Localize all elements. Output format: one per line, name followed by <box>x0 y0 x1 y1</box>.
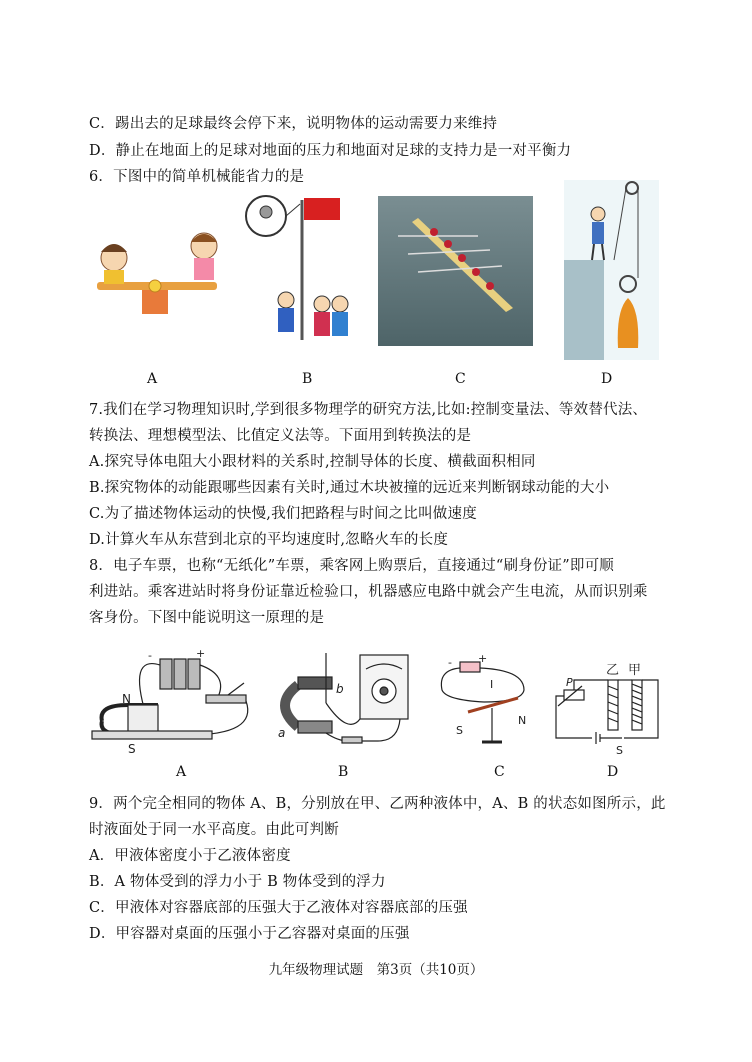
fig8-label-b: B <box>338 764 349 780</box>
fig8d-s: S <box>616 744 623 756</box>
question-8-stem-1: 8．电子车票，也称“无纸化”车票，乘客网上购票后，直接通过“刷身份证”即可顺 <box>89 558 614 574</box>
fig8a-minus: - <box>148 649 152 662</box>
fig8-label-d: D <box>607 764 619 780</box>
rowing-boat-figure <box>378 196 533 346</box>
pulley-bell-figure <box>564 180 659 360</box>
fig8d-yi: 乙 <box>606 663 620 678</box>
fig6-label-c: C <box>455 371 466 387</box>
fig8c-s: S <box>456 724 463 737</box>
question-8-stem-2: 利进站。乘客进站时将身份证靠近检验口，机器感应电路中就会产生电流，从而识别乘 <box>89 584 648 600</box>
question-7-stem-1: 7.我们在学习物理知识时,学到很多物理学的研究方法,比如:控制变量法、等效替代法、 <box>89 402 648 418</box>
flagpole-figure <box>242 192 360 346</box>
option-d-line: D．静止在地面上的足球对地面的压力和地面对足球的支持力是一对平衡力 <box>89 143 572 159</box>
fig6-label-d: D <box>601 371 613 387</box>
compass-wire-figure <box>434 650 534 750</box>
fig6-label-b: B <box>302 371 313 387</box>
fig8b-a: a <box>278 726 286 740</box>
fig8d-jia: 甲 <box>628 663 642 678</box>
electromagnet-circuit-figure <box>552 650 662 756</box>
fig8a-plus: + <box>196 647 206 660</box>
fig8a-s: S <box>128 742 136 756</box>
fig8-label-a: A <box>176 764 187 780</box>
fig6-label-a: A <box>147 371 158 387</box>
question-9-option-a: A．甲液体密度小于乙液体密度 <box>89 848 291 864</box>
fig8d-p: P <box>566 676 573 689</box>
question-7-option-d: D.计算火车从东营到北京的平均速度时,忽略火车的长度 <box>89 532 449 548</box>
fig8b-b: b <box>336 682 344 696</box>
fig8c-minus: - <box>448 656 452 669</box>
question-8-stem-3: 客身份。下图中能说明这一原理的是 <box>89 610 325 626</box>
fig8c-plus: + <box>478 652 488 665</box>
question-9-stem-1: 9．两个完全相同的物体 A、B，分别放在甲、乙两种液体中，A、B 的状态如图所示，此 <box>89 796 666 812</box>
fig8-label-c: C <box>494 764 505 780</box>
question-9-stem-2: 时液面处于同一水平高度。由此可判断 <box>89 822 339 838</box>
option-c-line: C．踢出去的足球最终会停下来，说明物体的运动需要力来维持 <box>89 116 498 132</box>
question-9-option-d: D．甲容器对桌面的压强小于乙容器对桌面的压强 <box>89 926 410 942</box>
page-footer: 九年级物理试题 第3页（共10页） <box>268 962 484 978</box>
question-9-option-b: B．A 物体受到的浮力小于 B 物体受到的浮力 <box>89 874 386 890</box>
question-7-stem-2: 转换法、理想模型法、比值定义法等。下面用到转换法的是 <box>89 428 472 444</box>
seesaw-figure <box>92 222 227 322</box>
question-7-option-c: C.为了描述物体运动的快慢,我们把路程与时间之比叫做速度 <box>89 506 477 522</box>
magnet-galvanometer-figure <box>268 645 418 757</box>
question-7-option-a: A.探究导体电阻大小跟材料的关系时,控制导体的长度、横截面积相同 <box>89 454 536 470</box>
question-6-stem: 6．下图中的简单机械能省力的是 <box>89 169 305 185</box>
fig8a-n: N <box>122 692 131 706</box>
fig8c-i: I <box>490 678 494 691</box>
question-7-option-b: B.探究物体的动能跟哪些因素有关时,通过木块被撞的远近来判断钢球动能的大小 <box>89 480 610 496</box>
fig8c-n: N <box>518 714 527 727</box>
battery-electromagnet-figure <box>88 645 256 757</box>
question-9-option-c: C．甲液体对容器底部的压强大于乙液体对容器底部的压强 <box>89 900 468 916</box>
